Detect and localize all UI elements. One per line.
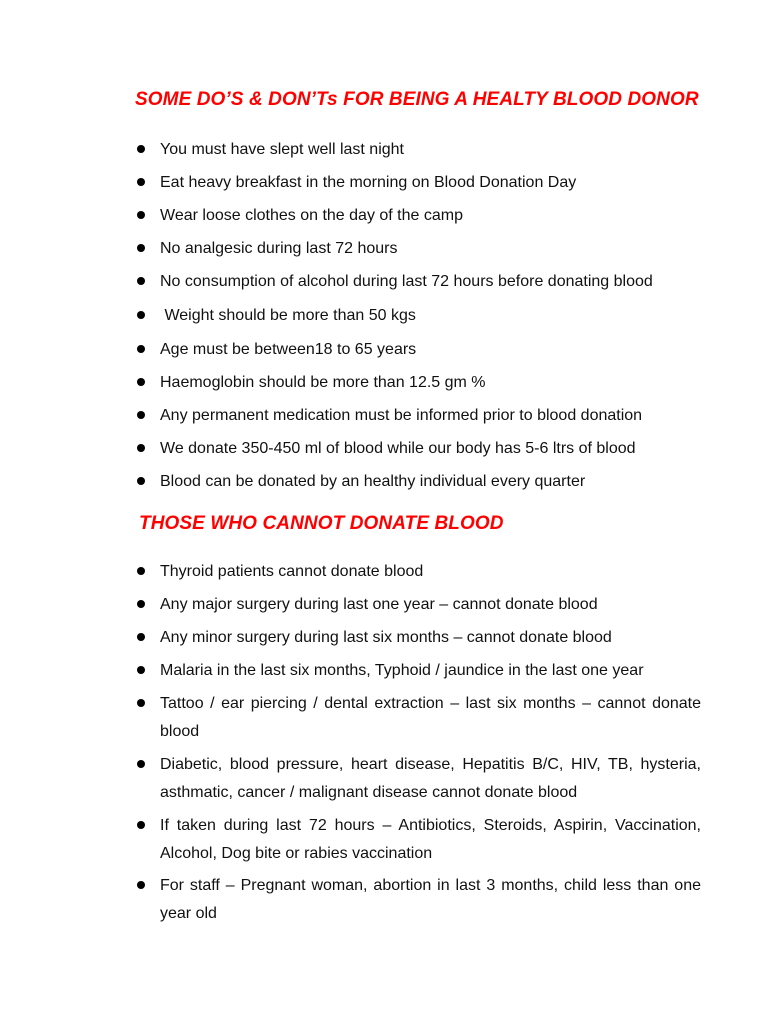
list-item: Haemoglobin should be more than 12.5 gm % (137, 369, 701, 397)
list-item: Any permanent medication must be informed prior to blood donation (137, 402, 701, 430)
bullet-icon (137, 145, 145, 153)
bullet-icon (137, 211, 145, 219)
list-item: Tattoo / ear piercing / dental extraction – last six months – cannot donate blood (137, 690, 701, 746)
list-item: Any major surgery during last one year – cannot donate blood (137, 591, 701, 619)
bullet-icon (137, 760, 145, 768)
list-item: Blood can be donated by an healthy individual every quarter (137, 468, 701, 496)
bullet-icon (137, 311, 145, 319)
bullet-icon (137, 444, 145, 452)
bullet-icon (137, 178, 145, 186)
bullet-icon (137, 378, 145, 386)
list-item: No consumption of alcohol during last 72 hours before donating blood (137, 268, 701, 296)
list-item: We donate 350-450 ml of blood while our body has 5-6 ltrs of blood (137, 435, 701, 463)
bullet-icon (137, 477, 145, 485)
list-item: Malaria in the last six months, Typhoid / jaundice in the last one year (137, 657, 701, 685)
list-item: If taken during last 72 hours – Antibiotics, Steroids, Aspirin, Vaccination, Alcohol, Dog bite or rabies vaccination (137, 812, 701, 868)
section-heading-cannot-donate: THOSE WHO CANNOT DONATE BLOOD (139, 513, 504, 534)
list-item: No analgesic during last 72 hours (137, 235, 701, 263)
list-item: Weight should be more than 50 kgs (137, 302, 701, 330)
bullet-icon (137, 277, 145, 285)
bullet-icon (137, 699, 145, 707)
bullet-icon (137, 345, 145, 353)
bullet-icon (137, 821, 145, 829)
list-item: Age must be between18 to 65 years (137, 336, 701, 364)
bullet-icon (137, 600, 145, 608)
bullet-icon (137, 567, 145, 575)
bullet-icon (137, 666, 145, 674)
list-item: Diabetic, blood pressure, heart disease, Hepatitis B/C, HIV, TB, hysteria, asthmatic, cancer / malignant disease cannot donate blood (137, 751, 701, 807)
list-item: Eat heavy breakfast in the morning on Blood Donation Day (137, 169, 701, 197)
bullet-icon (137, 633, 145, 641)
list-item: Wear loose clothes on the day of the camp (137, 202, 701, 230)
list-item: Any minor surgery during last six months – cannot donate blood (137, 624, 701, 652)
list-item: You must have slept well last night (137, 136, 701, 164)
bullet-icon (137, 881, 145, 889)
bullet-icon (137, 244, 145, 252)
list-item: For staff – Pregnant woman, abortion in last 3 months, child less than one year old (137, 872, 701, 928)
list-item: Thyroid patients cannot donate blood (137, 558, 701, 586)
section-heading-dos-donts: SOME DO’S & DON’Ts FOR BEING A HEALTY BLOOD DONOR (135, 89, 699, 110)
bullet-icon (137, 411, 145, 419)
